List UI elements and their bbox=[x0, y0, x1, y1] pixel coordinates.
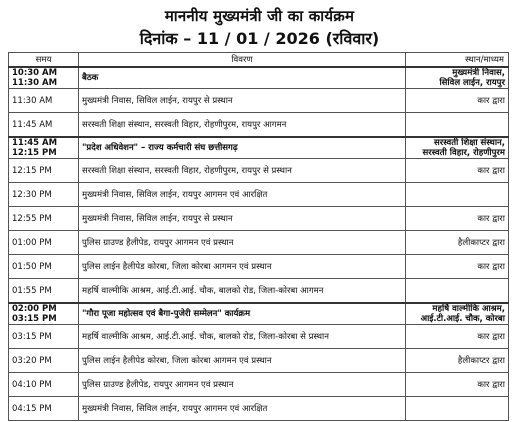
row-description: बैठक bbox=[79, 67, 406, 89]
row-description: महर्षि वाल्मीकि आश्रम, आई.टी.आई. चौक, बालको रोड, जिला-कोरबा से प्रस्थान bbox=[79, 325, 406, 349]
row-place bbox=[406, 183, 509, 207]
row-place bbox=[406, 255, 509, 279]
row-place bbox=[406, 159, 509, 183]
row-time bbox=[9, 137, 79, 159]
place-line: सरस्वती शिक्षा संस्थान, bbox=[434, 138, 505, 148]
row-time bbox=[9, 183, 79, 207]
row-place bbox=[406, 207, 509, 231]
time-line: 12:30 PM bbox=[12, 189, 52, 200]
table-row bbox=[9, 231, 509, 255]
place-line: सरस्वती विहार, रोहणीपुरम bbox=[422, 148, 505, 158]
place-line: कार द्वारा bbox=[477, 95, 505, 106]
row-time bbox=[9, 325, 79, 349]
row-time bbox=[9, 113, 79, 138]
column-header-description: विवरण bbox=[79, 53, 406, 68]
table-row bbox=[9, 349, 509, 373]
row-place bbox=[406, 325, 509, 349]
table-row bbox=[9, 397, 509, 421]
place-line: कार द्वारा bbox=[477, 379, 505, 390]
row-place bbox=[406, 349, 509, 373]
place-line: कार द्वारा bbox=[477, 165, 505, 176]
row-description: पुलिस लाईन हैलीपेड कोरबा, जिला कोरबा आगमन एवं प्रस्थान bbox=[79, 349, 406, 373]
table-row bbox=[9, 279, 509, 304]
place-line: हैलीकाप्टर द्वारा bbox=[457, 355, 505, 366]
time-line: 01:00 PM bbox=[12, 237, 52, 248]
row-time bbox=[9, 255, 79, 279]
row-description: मुख्यमंत्री निवास, सिविल लाईन, रायपुर से प्रस्थान bbox=[79, 89, 406, 113]
place-line: कार द्वारा bbox=[477, 331, 505, 342]
table-row bbox=[9, 183, 509, 207]
table-row bbox=[9, 89, 509, 113]
place-line: आई.टी.आई. चौक, कोरबा bbox=[420, 314, 505, 324]
table-row bbox=[9, 325, 509, 349]
row-description: सरस्वती शिक्षा संस्थान, सरस्वती विहार, रोहणीपुरम, रायपुर से प्रस्थान bbox=[79, 159, 406, 183]
place-line: हैलीकाप्टर द्वारा bbox=[457, 237, 505, 248]
row-description: सरस्वती शिक्षा संस्थान, सरस्वती विहार, रोहणीपुरम, रायपुर आगमन bbox=[79, 113, 406, 138]
time-line: 12:55 PM bbox=[12, 213, 52, 224]
time-line: 12:15 PM bbox=[12, 165, 52, 176]
row-description: "प्रदेश अधिवेशन" – राज्य कर्मचारी संघ छत्तीसगढ़ bbox=[79, 137, 406, 159]
row-time bbox=[9, 303, 79, 325]
time-line: 01:50 PM bbox=[12, 261, 52, 272]
table-row bbox=[9, 159, 509, 183]
row-time bbox=[9, 279, 79, 304]
time-line: 01:55 PM bbox=[12, 285, 52, 296]
row-description: "गौरा पूजा महोत्सव एवं बैगा-पुजेरी सम्मेलन" कार्यक्रम bbox=[79, 303, 406, 325]
page-title: माननीय मुख्यमंत्री जी का कार्यक्रम bbox=[164, 7, 355, 25]
row-time bbox=[9, 397, 79, 421]
time-line: 03:15 PM bbox=[12, 314, 57, 324]
place-line: महर्षि वाल्मीकि आश्रम, bbox=[432, 304, 505, 314]
table-row bbox=[9, 373, 509, 397]
time-line: 11:45 AM bbox=[12, 138, 58, 148]
row-time bbox=[9, 207, 79, 231]
row-time bbox=[9, 89, 79, 113]
row-place bbox=[406, 303, 509, 325]
row-description: मुख्यमंत्री निवास, सिविल लाईन, रायपुर से प्रस्थान bbox=[79, 207, 406, 231]
row-description: पुलिस ग्राउण्ड हैलीपेड, रायपुर आगमन एवं प्रस्थान bbox=[79, 373, 406, 397]
time-line: 10:30 AM bbox=[12, 68, 58, 78]
column-header-time: समय bbox=[9, 53, 79, 68]
row-place bbox=[406, 397, 509, 421]
table-header-row bbox=[9, 53, 509, 68]
time-line: 04:10 PM bbox=[12, 379, 52, 390]
time-line: 03:15 PM bbox=[12, 331, 52, 342]
table-row bbox=[9, 67, 509, 89]
row-place bbox=[406, 113, 509, 138]
time-line: 11:45 AM bbox=[12, 119, 53, 130]
row-time bbox=[9, 159, 79, 183]
time-line: 04:15 PM bbox=[12, 403, 52, 414]
table-row bbox=[9, 137, 509, 159]
row-time bbox=[9, 67, 79, 89]
schedule-table bbox=[8, 52, 509, 421]
row-description: पुलिस ग्राउण्ड हैलीपेड, रायपुर आगमन एवं प्रस्थान bbox=[79, 231, 406, 255]
table-row bbox=[9, 303, 509, 325]
row-time bbox=[9, 349, 79, 373]
row-place bbox=[406, 279, 509, 304]
row-place bbox=[406, 373, 509, 397]
row-description: मुख्यमंत्री निवास, सिविल लाईन, रायपुर आगमन एवं आरक्षित bbox=[79, 183, 406, 207]
schedule-body bbox=[9, 67, 509, 421]
row-description: मुख्यमंत्री निवास, सिविल लाईन, रायपुर आगमन एवं आरक्षित bbox=[79, 397, 406, 421]
row-description: पुलिस लाईन हैलीपेड कोरबा, जिला कोरबा आगमन एवं प्रस्थान bbox=[79, 255, 406, 279]
place-line: सिविल लाईन, रायपुर bbox=[439, 78, 505, 88]
row-description: महर्षि वाल्मीकि आश्रम, आई.टी.आई. चौक, बालको रोड, जिला-कोरबा आगमन bbox=[79, 279, 406, 304]
time-line: 12:15 PM bbox=[12, 148, 57, 158]
row-time bbox=[9, 231, 79, 255]
column-header-place: स्थान/माध्यम bbox=[406, 53, 509, 68]
table-row bbox=[9, 255, 509, 279]
table-row bbox=[9, 207, 509, 231]
time-line: 11:30 AM bbox=[12, 95, 53, 106]
place-line: कार द्वारा bbox=[477, 213, 505, 224]
row-place bbox=[406, 137, 509, 159]
place-line: कार द्वारा bbox=[477, 261, 505, 272]
date-line: दिनांक – 11 / 01 / 2026 (रविवार) bbox=[139, 29, 380, 48]
row-time bbox=[9, 373, 79, 397]
time-line: 03:20 PM bbox=[12, 355, 52, 366]
row-place bbox=[406, 231, 509, 255]
time-line: 02:00 PM bbox=[12, 304, 57, 314]
row-place bbox=[406, 89, 509, 113]
row-place bbox=[406, 67, 509, 89]
table-row bbox=[9, 113, 509, 138]
time-line: 11:30 AM bbox=[12, 78, 58, 88]
place-line: मुख्यमंत्री निवास, bbox=[452, 68, 505, 78]
